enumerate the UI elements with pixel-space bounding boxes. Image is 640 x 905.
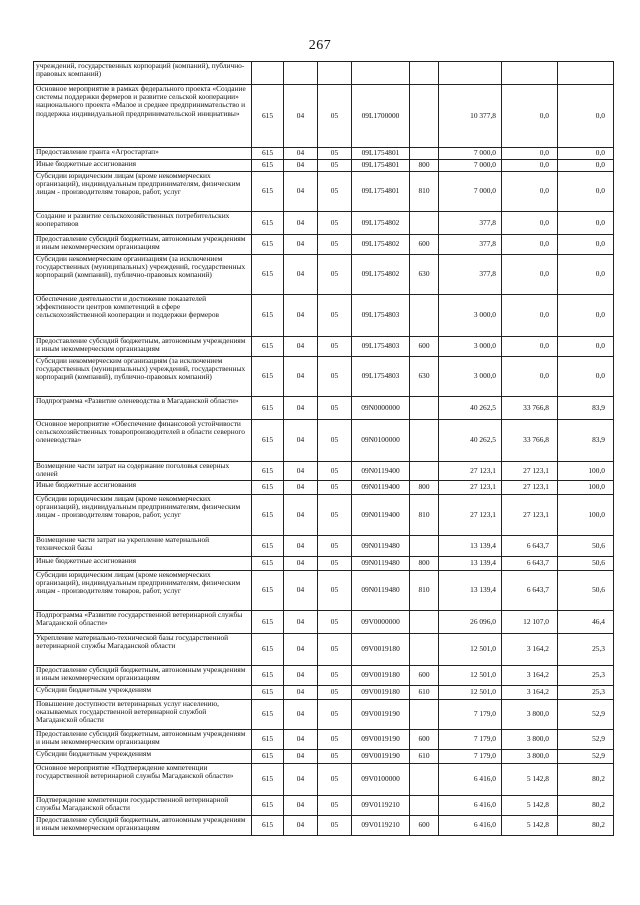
cell-executed: 0,0 xyxy=(502,337,558,357)
cell-target-article: 09N0119480 xyxy=(352,557,410,571)
table-row xyxy=(34,337,614,357)
cell-ministry: 615 xyxy=(252,700,284,730)
cell-plan: 27 123,1 xyxy=(439,495,502,536)
cell-target-article: 09N0119400 xyxy=(352,495,410,536)
cell-section: 04 xyxy=(284,397,318,420)
cell-percent: 0,0 xyxy=(558,148,614,160)
table-row xyxy=(34,634,614,666)
cell-name: Создание и развитие сельскохозяйственных потребительских кооперативов xyxy=(34,212,252,235)
cell-expense-type: 800 xyxy=(410,160,439,172)
cell-target-article: 09L1754803 xyxy=(352,295,410,337)
table-row xyxy=(34,172,614,212)
cell-ministry: 615 xyxy=(252,557,284,571)
cell-subsection: 05 xyxy=(318,571,352,611)
cell-target-article: 09L1754803 xyxy=(352,357,410,397)
cell-expense-type: 600 xyxy=(410,816,439,836)
cell-subsection: 05 xyxy=(318,85,352,148)
table-row xyxy=(34,357,614,397)
cell-target-article: 09V0019190 xyxy=(352,700,410,730)
cell-subsection: 05 xyxy=(318,172,352,212)
cell-plan: 6 416,0 xyxy=(439,796,502,816)
cell-subsection: 05 xyxy=(318,295,352,337)
cell-percent: 0,0 xyxy=(558,357,614,397)
cell-subsection: 05 xyxy=(318,557,352,571)
cell-name: Предоставление субсидий бюджетным, автономным учреждениям и иным некоммерческим организациям xyxy=(34,235,252,255)
table-row xyxy=(34,557,614,571)
cell-section: 04 xyxy=(284,295,318,337)
cell-ministry: 615 xyxy=(252,160,284,172)
cell-ministry: 615 xyxy=(252,750,284,764)
cell-expense-type xyxy=(410,85,439,148)
page-number: 267 xyxy=(308,38,332,53)
cell-subsection: 05 xyxy=(318,462,352,481)
cell-target-article: 09N0119400 xyxy=(352,462,410,481)
cell-plan: 7 000,0 xyxy=(439,160,502,172)
cell-subsection xyxy=(318,62,352,85)
cell-name: Обеспечение деятельности и достижение показателей эффективности центров компетенций в сфере сельскохозяйственной кооперации и поддержки фермеров xyxy=(34,295,252,337)
cell-plan: 3 000,0 xyxy=(439,357,502,397)
cell-executed: 0,0 xyxy=(502,255,558,295)
cell-section: 04 xyxy=(284,85,318,148)
cell-section: 04 xyxy=(284,611,318,634)
cell-percent: 0,0 xyxy=(558,85,614,148)
cell-plan: 7 179,0 xyxy=(439,730,502,750)
cell-percent: 50,6 xyxy=(558,536,614,557)
cell-expense-type: 600 xyxy=(410,730,439,750)
cell-expense-type: 600 xyxy=(410,666,439,686)
cell-executed: 27 123,1 xyxy=(502,495,558,536)
cell-subsection: 05 xyxy=(318,148,352,160)
cell-name: Подтверждение компетенции государственной ветеринарной службы Магаданской области xyxy=(34,796,252,816)
table-row xyxy=(34,666,614,686)
cell-executed: 27 123,1 xyxy=(502,462,558,481)
cell-executed: 12 107,0 xyxy=(502,611,558,634)
cell-ministry: 615 xyxy=(252,295,284,337)
cell-executed: 3 164,2 xyxy=(502,666,558,686)
table-row xyxy=(34,212,614,235)
cell-target-article: 09N0119480 xyxy=(352,536,410,557)
cell-section: 04 xyxy=(284,700,318,730)
cell-percent: 0,0 xyxy=(558,295,614,337)
cell-ministry: 615 xyxy=(252,212,284,235)
cell-section: 04 xyxy=(284,481,318,495)
cell-section: 04 xyxy=(284,730,318,750)
cell-target-article: 09V0119210 xyxy=(352,796,410,816)
cell-expense-type: 810 xyxy=(410,571,439,611)
cell-ministry: 615 xyxy=(252,816,284,836)
cell-ministry: 615 xyxy=(252,634,284,666)
cell-section: 04 xyxy=(284,148,318,160)
cell-executed: 0,0 xyxy=(502,357,558,397)
cell-name: Субсидии юридическим лицам (кроме некоммерческих организаций), индивидуальным предпринимателям, физическим лицам - производителям товаров, работ, услуг xyxy=(34,571,252,611)
cell-target-article: 09L1754801 xyxy=(352,160,410,172)
cell-plan: 13 139,4 xyxy=(439,571,502,611)
cell-executed: 27 123,1 xyxy=(502,481,558,495)
cell-subsection: 05 xyxy=(318,212,352,235)
cell-plan: 7 000,0 xyxy=(439,172,502,212)
cell-target-article: 09N0100000 xyxy=(352,420,410,462)
cell-subsection: 05 xyxy=(318,730,352,750)
cell-executed: 0,0 xyxy=(502,160,558,172)
cell-target-article: 09V0019190 xyxy=(352,750,410,764)
cell-target-article: 09V0019180 xyxy=(352,634,410,666)
cell-subsection: 05 xyxy=(318,686,352,700)
cell-target-article: 09V0119210 xyxy=(352,816,410,836)
cell-section: 04 xyxy=(284,536,318,557)
cell-section: 04 xyxy=(284,571,318,611)
table-row xyxy=(34,730,614,750)
cell-section: 04 xyxy=(284,686,318,700)
cell-executed: 3 800,0 xyxy=(502,730,558,750)
cell-subsection: 05 xyxy=(318,357,352,397)
cell-plan: 27 123,1 xyxy=(439,462,502,481)
cell-plan: 7 179,0 xyxy=(439,700,502,730)
cell-name: Возмещение части затрат на содержание поголовья северных оленей xyxy=(34,462,252,481)
cell-plan: 7 179,0 xyxy=(439,750,502,764)
cell-expense-type: 800 xyxy=(410,557,439,571)
cell-section xyxy=(284,62,318,85)
cell-subsection: 05 xyxy=(318,337,352,357)
cell-target-article: 09L1754803 xyxy=(352,337,410,357)
cell-section: 04 xyxy=(284,764,318,796)
cell-plan xyxy=(439,62,502,85)
cell-expense-type: 600 xyxy=(410,235,439,255)
cell-executed: 3 164,2 xyxy=(502,634,558,666)
cell-ministry: 615 xyxy=(252,611,284,634)
cell-percent: 0,0 xyxy=(558,212,614,235)
cell-plan: 6 416,0 xyxy=(439,764,502,796)
cell-name: Субсидии бюджетным учреждениям xyxy=(34,686,252,700)
cell-subsection: 05 xyxy=(318,420,352,462)
cell-ministry: 615 xyxy=(252,462,284,481)
table-row xyxy=(34,764,614,796)
cell-percent: 80,2 xyxy=(558,816,614,836)
cell-target-article: 09V0019190 xyxy=(352,730,410,750)
cell-expense-type xyxy=(410,295,439,337)
cell-ministry: 615 xyxy=(252,796,284,816)
cell-expense-type: 610 xyxy=(410,750,439,764)
cell-name: Повышение доступности ветеринарных услуг населению, оказываемых государственной ветеринарной службой Магаданской области xyxy=(34,700,252,730)
cell-ministry: 615 xyxy=(252,730,284,750)
cell-percent: 52,9 xyxy=(558,700,614,730)
cell-executed: 0,0 xyxy=(502,235,558,255)
cell-percent: 0,0 xyxy=(558,235,614,255)
cell-subsection: 05 xyxy=(318,816,352,836)
cell-subsection: 05 xyxy=(318,764,352,796)
table-body xyxy=(34,62,614,836)
cell-plan: 377,8 xyxy=(439,255,502,295)
cell-percent: 50,6 xyxy=(558,557,614,571)
cell-executed: 0,0 xyxy=(502,172,558,212)
cell-ministry: 615 xyxy=(252,85,284,148)
cell-target-article: 09V0019180 xyxy=(352,666,410,686)
cell-plan: 27 123,1 xyxy=(439,481,502,495)
cell-expense-type xyxy=(410,148,439,160)
cell-percent: 83,9 xyxy=(558,397,614,420)
cell-subsection: 05 xyxy=(318,750,352,764)
cell-expense-type xyxy=(410,212,439,235)
cell-name: Основное мероприятие в рамках федерального проекта «Создание системы поддержки фермеров и развитие сельской кооперации» национального проекта «Малое и среднее предпринимательство и поддержка индивидуальной предпринимательской инициативы» xyxy=(34,85,252,148)
cell-name: Основное мероприятие «Обеспечение финансовой устойчивости сельскохозяйственных товаропроизводителей в области северного оленеводства» xyxy=(34,420,252,462)
cell-plan: 7 000,0 xyxy=(439,148,502,160)
cell-plan: 6 416,0 xyxy=(439,816,502,836)
cell-section: 04 xyxy=(284,462,318,481)
table-row xyxy=(34,235,614,255)
cell-percent: 100,0 xyxy=(558,462,614,481)
cell-percent: 52,9 xyxy=(558,730,614,750)
cell-target-article: 09L1754801 xyxy=(352,172,410,212)
cell-name: Предоставление субсидий бюджетным, автономным учреждениям и иным некоммерческим организациям xyxy=(34,666,252,686)
cell-ministry: 615 xyxy=(252,571,284,611)
cell-plan: 40 262,5 xyxy=(439,397,502,420)
cell-plan: 13 139,4 xyxy=(439,557,502,571)
cell-section: 04 xyxy=(284,495,318,536)
cell-ministry xyxy=(252,62,284,85)
cell-target-article: 09L1754802 xyxy=(352,212,410,235)
cell-subsection: 05 xyxy=(318,796,352,816)
cell-section: 04 xyxy=(284,212,318,235)
table-row xyxy=(34,571,614,611)
cell-subsection: 05 xyxy=(318,536,352,557)
cell-plan: 377,8 xyxy=(439,212,502,235)
table-row xyxy=(34,611,614,634)
cell-name: Иные бюджетные ассигнования xyxy=(34,160,252,172)
cell-executed: 5 142,8 xyxy=(502,816,558,836)
cell-expense-type: 600 xyxy=(410,337,439,357)
cell-plan: 40 262,5 xyxy=(439,420,502,462)
cell-target-article: 09V0100000 xyxy=(352,764,410,796)
cell-section: 04 xyxy=(284,357,318,397)
cell-section: 04 xyxy=(284,666,318,686)
cell-executed: 0,0 xyxy=(502,148,558,160)
table-row xyxy=(34,295,614,337)
cell-expense-type: 800 xyxy=(410,481,439,495)
cell-name: Предоставление субсидий бюджетным, автономным учреждениям и иным некоммерческим организациям xyxy=(34,730,252,750)
cell-executed: 3 164,2 xyxy=(502,686,558,700)
cell-expense-type: 630 xyxy=(410,357,439,397)
cell-executed: 0,0 xyxy=(502,212,558,235)
cell-expense-type xyxy=(410,462,439,481)
cell-percent: 0,0 xyxy=(558,255,614,295)
cell-name: Предоставление субсидий бюджетным, автономным учреждениям и иным некоммерческим организациям xyxy=(34,816,252,836)
table-row xyxy=(34,462,614,481)
table-row xyxy=(34,397,614,420)
cell-executed: 5 142,8 xyxy=(502,764,558,796)
table-row xyxy=(34,495,614,536)
cell-executed: 3 800,0 xyxy=(502,750,558,764)
table-row xyxy=(34,255,614,295)
cell-expense-type xyxy=(410,397,439,420)
cell-ministry: 615 xyxy=(252,686,284,700)
cell-expense-type: 810 xyxy=(410,495,439,536)
cell-expense-type xyxy=(410,764,439,796)
cell-ministry: 615 xyxy=(252,420,284,462)
cell-ministry: 615 xyxy=(252,148,284,160)
cell-percent: 0,0 xyxy=(558,160,614,172)
cell-name: Возмещение части затрат на укрепление материальной технической базы xyxy=(34,536,252,557)
table-row xyxy=(34,700,614,730)
cell-target-article: 09N0000000 xyxy=(352,397,410,420)
table-row xyxy=(34,148,614,160)
cell-name: Субсидии некоммерческим организациям (за исключением государственных (муниципальных) учреждений, государственных корпораций (компаний), публично-правовых компаний) xyxy=(34,255,252,295)
table-row xyxy=(34,796,614,816)
table-row xyxy=(34,686,614,700)
cell-ministry: 615 xyxy=(252,397,284,420)
cell-subsection: 05 xyxy=(318,495,352,536)
cell-percent: 0,0 xyxy=(558,172,614,212)
cell-percent: 80,2 xyxy=(558,764,614,796)
cell-name: Предоставление субсидий бюджетным, автономным учреждениям и иным некоммерческим организациям xyxy=(34,337,252,357)
cell-expense-type xyxy=(410,700,439,730)
cell-section: 04 xyxy=(284,816,318,836)
cell-plan: 12 501,0 xyxy=(439,666,502,686)
cell-plan: 26 096,0 xyxy=(439,611,502,634)
cell-section: 04 xyxy=(284,796,318,816)
cell-ministry: 615 xyxy=(252,172,284,212)
cell-executed xyxy=(502,62,558,85)
cell-section: 04 xyxy=(284,235,318,255)
cell-ministry: 615 xyxy=(252,357,284,397)
cell-name: Иные бюджетные ассигнования xyxy=(34,481,252,495)
cell-plan: 3 000,0 xyxy=(439,295,502,337)
cell-section: 04 xyxy=(284,420,318,462)
cell-plan: 13 139,4 xyxy=(439,536,502,557)
cell-ministry: 615 xyxy=(252,255,284,295)
cell-subsection: 05 xyxy=(318,634,352,666)
cell-section: 04 xyxy=(284,337,318,357)
table-row xyxy=(34,750,614,764)
cell-name: Субсидии некоммерческим организациям (за исключением государственных (муниципальных) учреждений, государственных корпораций (компаний), публично-правовых компаний) xyxy=(34,357,252,397)
budget-table xyxy=(33,61,614,836)
cell-target-article: 09L1754802 xyxy=(352,255,410,295)
cell-percent: 100,0 xyxy=(558,495,614,536)
cell-subsection: 05 xyxy=(318,611,352,634)
cell-ministry: 615 xyxy=(252,235,284,255)
cell-target-article: 09V0019180 xyxy=(352,686,410,700)
table-row xyxy=(34,85,614,148)
cell-expense-type xyxy=(410,62,439,85)
cell-name: Иные бюджетные ассигнования xyxy=(34,557,252,571)
cell-name: Основное мероприятие «Подтверждение компетенции государственной ветеринарной службы Магаданской области» xyxy=(34,764,252,796)
cell-percent: 50,6 xyxy=(558,571,614,611)
cell-expense-type: 810 xyxy=(410,172,439,212)
cell-subsection: 05 xyxy=(318,481,352,495)
cell-expense-type: 610 xyxy=(410,686,439,700)
cell-plan: 3 000,0 xyxy=(439,337,502,357)
cell-section: 04 xyxy=(284,255,318,295)
cell-executed: 6 643,7 xyxy=(502,571,558,611)
cell-ministry: 615 xyxy=(252,495,284,536)
cell-name: Субсидии юридическим лицам (кроме некоммерческих организаций), индивидуальным предпринимателям, физическим лицам - производителям товаров, работ, услуг xyxy=(34,172,252,212)
cell-target-article: 09L1754801 xyxy=(352,148,410,160)
cell-percent: 46,4 xyxy=(558,611,614,634)
cell-ministry: 615 xyxy=(252,337,284,357)
cell-percent: 80,2 xyxy=(558,796,614,816)
cell-section: 04 xyxy=(284,634,318,666)
cell-target-article: 09L1754802 xyxy=(352,235,410,255)
cell-name: Подпрограмма «Развитие государственной ветеринарной службы Магаданской области» xyxy=(34,611,252,634)
cell-executed: 33 766,8 xyxy=(502,420,558,462)
cell-executed: 3 800,0 xyxy=(502,700,558,730)
cell-executed: 0,0 xyxy=(502,85,558,148)
cell-executed: 33 766,8 xyxy=(502,397,558,420)
table-row xyxy=(34,481,614,495)
cell-name: Субсидии бюджетным учреждениям xyxy=(34,750,252,764)
cell-target-article xyxy=(352,62,410,85)
cell-ministry: 615 xyxy=(252,764,284,796)
cell-executed: 6 643,7 xyxy=(502,557,558,571)
cell-expense-type xyxy=(410,634,439,666)
cell-plan: 12 501,0 xyxy=(439,634,502,666)
cell-name: Предоставление гранта «Агростартап» xyxy=(34,148,252,160)
cell-section: 04 xyxy=(284,557,318,571)
table-row xyxy=(34,536,614,557)
cell-expense-type xyxy=(410,536,439,557)
cell-section: 04 xyxy=(284,750,318,764)
cell-expense-type xyxy=(410,420,439,462)
cell-subsection: 05 xyxy=(318,160,352,172)
cell-expense-type xyxy=(410,796,439,816)
cell-name: Укрепление материально-технической базы государственной ветеринарной службы Магаданской области xyxy=(34,634,252,666)
cell-percent: 52,9 xyxy=(558,750,614,764)
table-row xyxy=(34,420,614,462)
cell-plan: 12 501,0 xyxy=(439,686,502,700)
cell-name: учреждений, государственных корпораций (компаний), публично-правовых компаний) xyxy=(34,62,252,85)
cell-percent: 100,0 xyxy=(558,481,614,495)
cell-percent: 25,3 xyxy=(558,666,614,686)
cell-executed: 5 142,8 xyxy=(502,796,558,816)
cell-executed: 6 643,7 xyxy=(502,536,558,557)
cell-plan: 377,8 xyxy=(439,235,502,255)
cell-ministry: 615 xyxy=(252,481,284,495)
cell-percent: 83,9 xyxy=(558,420,614,462)
cell-subsection: 05 xyxy=(318,397,352,420)
cell-target-article: 09L1700000 xyxy=(352,85,410,148)
cell-executed: 0,0 xyxy=(502,295,558,337)
cell-target-article: 09V0000000 xyxy=(352,611,410,634)
cell-section: 04 xyxy=(284,172,318,212)
cell-expense-type xyxy=(410,611,439,634)
cell-plan: 10 377,8 xyxy=(439,85,502,148)
cell-ministry: 615 xyxy=(252,536,284,557)
table-row xyxy=(34,160,614,172)
cell-percent: 25,3 xyxy=(558,634,614,666)
cell-subsection: 05 xyxy=(318,235,352,255)
cell-ministry: 615 xyxy=(252,666,284,686)
cell-name: Подпрограмма «Развитие оленеводства в Магаданской области» xyxy=(34,397,252,420)
cell-name: Субсидии юридическим лицам (кроме некоммерческих организаций), индивидуальным предпринимателям, физическим лицам - производителям товаров, работ, услуг xyxy=(34,495,252,536)
cell-subsection: 05 xyxy=(318,255,352,295)
cell-percent xyxy=(558,62,614,85)
cell-subsection: 05 xyxy=(318,666,352,686)
cell-expense-type: 630 xyxy=(410,255,439,295)
table-row xyxy=(34,816,614,836)
table-row xyxy=(34,62,614,85)
cell-subsection: 05 xyxy=(318,700,352,730)
cell-percent: 25,3 xyxy=(558,686,614,700)
cell-percent: 0,0 xyxy=(558,337,614,357)
cell-target-article: 09N0119400 xyxy=(352,481,410,495)
cell-target-article: 09N0119480 xyxy=(352,571,410,611)
cell-section: 04 xyxy=(284,160,318,172)
